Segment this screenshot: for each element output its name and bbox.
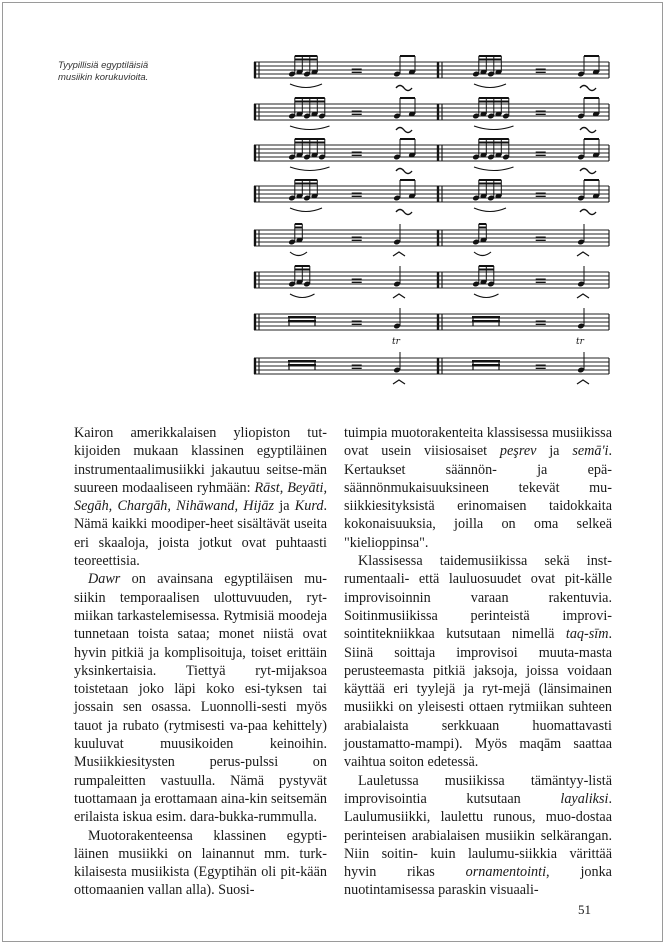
equals-sign: = bbox=[350, 144, 364, 163]
ornament-mordent bbox=[577, 252, 589, 256]
note-beam bbox=[288, 316, 316, 318]
text-run: Kairon amerikkalaisen yliopiston tut-kijoiden mukaan klassinen egyptiläinen instrumentaalimusiikki jakautuu seitse-män suureen modaaliseen ryhmään: bbox=[74, 425, 327, 496]
equals-sign: = bbox=[534, 313, 548, 332]
ornament-turn bbox=[396, 86, 412, 91]
paragraph bbox=[74, 827, 327, 900]
emphasized-term: semā'i bbox=[572, 443, 609, 460]
slur bbox=[290, 294, 315, 298]
text-run: ja bbox=[536, 443, 573, 460]
equals-sign: = bbox=[350, 103, 364, 122]
note-beam bbox=[472, 316, 500, 318]
text-run: Lauletussa musiikissa tämäntyy-listä improvisointia kutsutaan bbox=[344, 772, 612, 807]
slur bbox=[474, 208, 506, 212]
text-run: . Kertaukset säännön- ja epä-säännönmukaisuuksineen tekevät mu-siikkiesityksistä erinomaisen taidokkaita kokonaisuuksia, joilla on oma selkeä "kielioppinsa". bbox=[344, 443, 612, 551]
paragraph bbox=[344, 424, 612, 552]
slur bbox=[290, 84, 322, 88]
text-run: tuimpia muotorakenteita klassisessa musiikissa ovat usein viisiosaiset bbox=[344, 425, 612, 460]
paragraph bbox=[74, 424, 327, 570]
equals-sign: = bbox=[350, 229, 364, 248]
equals-sign: = bbox=[534, 103, 548, 122]
text-run: . Laulumusiikki, laulettu runous, muo-dostaa perinteisen arabialaisen musiikin selkärangan. Niin soitin- kuin laulumu-siikkia värittää hyvin rikas bbox=[344, 790, 612, 881]
note-beam bbox=[472, 360, 500, 362]
equals-sign: = bbox=[534, 144, 548, 163]
text-run: , jonka nuotintamisessa paraskin visuaali- bbox=[344, 864, 612, 899]
text-run: . Siinä soittaja improvisoi muuta-masta perusteemasta pitkiä jaksoja, joissa voidaan käyttää eri tyylejä ja ryt-mejä (länsimainen musiikki on yleisesti ottaen rytmiikan suhteen arabialaista serkkuaan huomattavasti joustamatto-mampi). Myös maqām saattaa vaihtua soiton edetessä. bbox=[344, 626, 612, 771]
ornament-mordent bbox=[393, 294, 405, 298]
slur bbox=[474, 252, 491, 256]
equals-sign: = bbox=[350, 357, 364, 376]
text-run: Muotorakenteensa klassinen egypti-läinen musiikki on lainannut mm. turk-kilaisesta musiikista (Egyptihän oli pit-kään ottomaanien vallan alla). Suosi- bbox=[74, 827, 327, 899]
paragraph bbox=[344, 552, 612, 772]
note-beam bbox=[472, 364, 500, 366]
equals-sign: = bbox=[350, 271, 364, 290]
paragraph bbox=[74, 570, 327, 826]
equals-sign: = bbox=[350, 61, 364, 80]
text-column-right bbox=[344, 424, 612, 900]
emphasized-term: Dawr bbox=[88, 571, 121, 588]
equals-sign: = bbox=[534, 229, 548, 248]
emphasized-term: Rāst, Beyāti, Segāh, Chargāh, Nihāwand, Hijāz bbox=[74, 479, 327, 515]
equals-sign: = bbox=[350, 313, 364, 332]
slur bbox=[290, 167, 330, 171]
text-run: on avainsana egyptiläisen mu-siikin temporaalisen ulottuvuuden, ryt-miikan tarkastelemisessa. Rytmisiä moodeja tunnetaan toista sataa; monet niistä ovat hyvin pitkiä ja komplisoituja, toiset erittäin yksinkertaisia. Tiettyä ryt-mijaksoa toistetaan joko läpi koko esi-tyksen tai jossain sen osassa. Luonnolli-sesti myös tauot ja rubato (rytmisesti va-paa kehittely) kuuluvat muusikoiden keinoihin. Musiikkiesitysten perus-pulssi on rumpaleitten vastuulla. Nämä pystyvät tuottamaan ja erottamaan aina-kin seitsemän erilaista iskua esim. dara-bukka-rummulla. bbox=[74, 571, 327, 826]
ornament-mordent bbox=[577, 380, 589, 384]
equals-sign: = bbox=[350, 185, 364, 204]
ornament-turn bbox=[580, 128, 596, 133]
text-run: . Nämä kaikki moodiper-heet sisältävät useita eri skaaloja, joista jotkut ovat puhtaasti teoreettisia. bbox=[74, 498, 327, 570]
emphasized-term: Kurd bbox=[294, 498, 324, 515]
trill-mark: tr bbox=[392, 337, 400, 347]
music-notation-figure bbox=[252, 52, 614, 388]
ornament-turn bbox=[580, 86, 596, 91]
caption-line-1: Tyypillisiä egyptiläisiä bbox=[58, 60, 149, 71]
slur bbox=[474, 84, 506, 88]
text-column-left bbox=[74, 424, 327, 900]
ornament-mordent bbox=[393, 252, 405, 256]
ornament-turn bbox=[396, 210, 412, 215]
note-beam bbox=[288, 360, 316, 362]
emphasized-term: taq-sīm bbox=[565, 626, 609, 643]
slur bbox=[474, 167, 514, 171]
trill-mark: tr bbox=[576, 337, 584, 347]
slur bbox=[290, 252, 307, 256]
caption-line-2: musiikin korukuvioita. bbox=[58, 72, 149, 83]
ornament-mordent bbox=[577, 294, 589, 298]
ornament-turn bbox=[580, 210, 596, 215]
slur bbox=[474, 126, 514, 130]
equals-sign: = bbox=[534, 271, 548, 290]
ornament-turn bbox=[396, 169, 412, 174]
equals-sign: = bbox=[534, 357, 548, 376]
paragraph bbox=[344, 772, 612, 900]
note-beam bbox=[288, 364, 316, 366]
text-run: Klassisessa taidemusiikissa sekä inst-rumentaali- että lauluosuudet ovat pit-källe improvisoinnin varaan rakentuvia. Soitinmusiikissa perinteistä improvi-sointitekniikkaa kutsutaan nimellä bbox=[344, 553, 612, 643]
equals-sign: = bbox=[534, 185, 548, 204]
note-beam bbox=[472, 320, 500, 322]
slur bbox=[290, 126, 330, 130]
equals-sign: = bbox=[534, 61, 548, 80]
ornament-turn bbox=[580, 169, 596, 174]
emphasized-term: layaliksi bbox=[560, 790, 609, 807]
text-run: ja bbox=[274, 498, 295, 515]
note-beam bbox=[288, 320, 316, 322]
ornament-mordent bbox=[393, 380, 405, 384]
figure-caption bbox=[58, 60, 218, 84]
emphasized-term: peşrev bbox=[499, 443, 537, 460]
ornament-turn bbox=[396, 128, 412, 133]
page-number: 51 bbox=[578, 902, 591, 917]
slur bbox=[290, 208, 322, 212]
emphasized-term: ornamentointi bbox=[465, 864, 547, 881]
slur bbox=[474, 294, 499, 298]
